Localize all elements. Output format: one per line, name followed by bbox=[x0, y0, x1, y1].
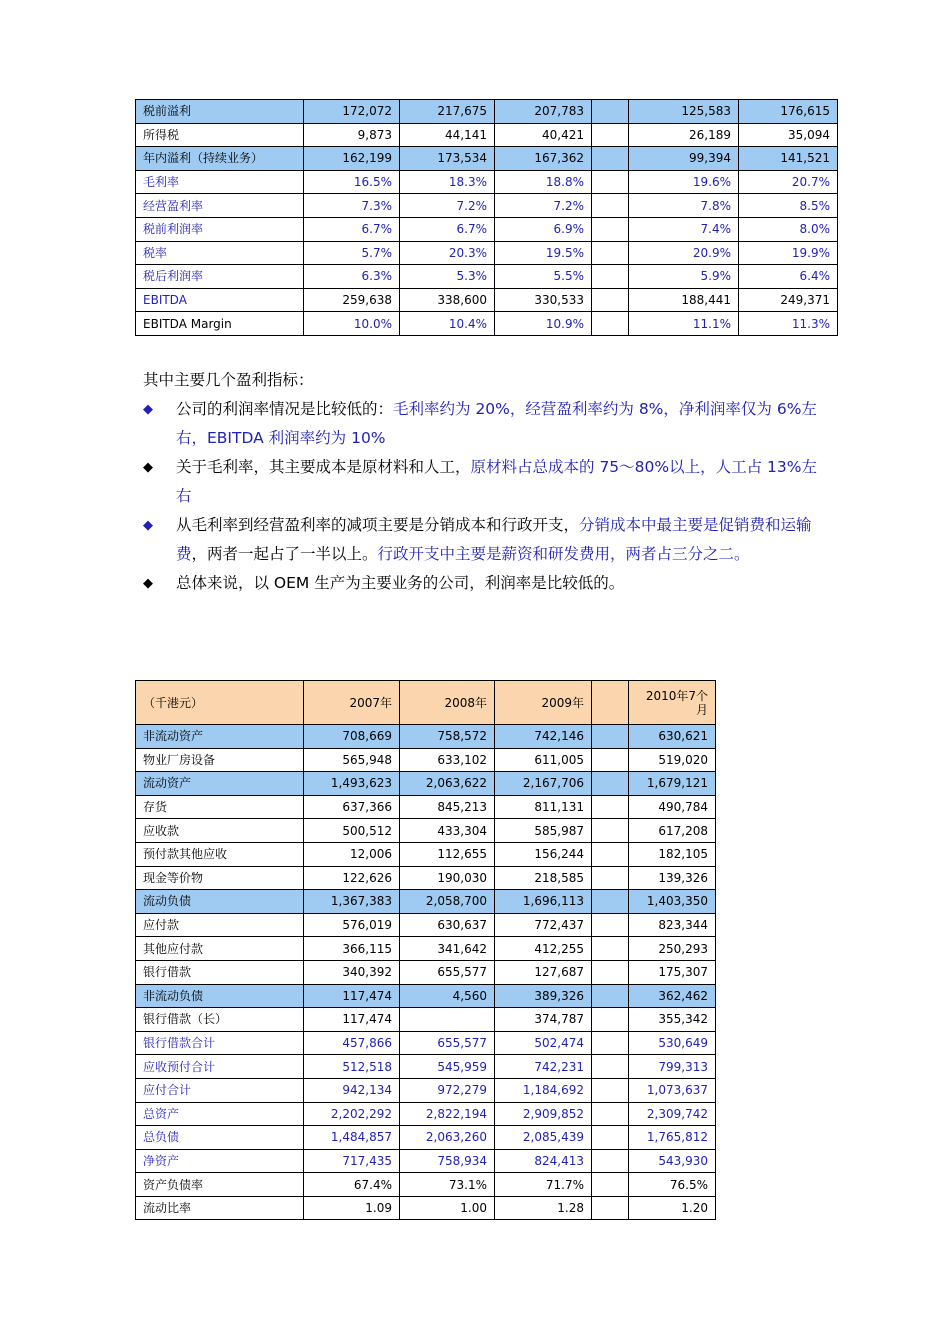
table-cell: 73.1% bbox=[400, 1173, 495, 1197]
table-cell: 18.8% bbox=[495, 170, 592, 194]
table-cell: 18.3% bbox=[400, 170, 495, 194]
table-cell: 16.5% bbox=[304, 170, 400, 194]
table-cell: 19.9% bbox=[739, 241, 838, 265]
row-label: 总负债 bbox=[136, 1126, 304, 1150]
table-cell bbox=[592, 1008, 629, 1032]
table-cell: 2,063,260 bbox=[400, 1126, 495, 1150]
table-cell: 1.00 bbox=[400, 1196, 495, 1220]
table-cell: 76.5% bbox=[629, 1173, 716, 1197]
row-label: 银行借款 bbox=[136, 960, 304, 984]
table-cell: 2,309,742 bbox=[629, 1102, 716, 1126]
table-cell: 162,199 bbox=[304, 147, 400, 171]
row-label: 银行借款（长） bbox=[136, 1008, 304, 1032]
table-row bbox=[136, 819, 716, 843]
table-cell: 20.7% bbox=[739, 170, 838, 194]
table-cell: 1,184,692 bbox=[495, 1078, 592, 1102]
table-row bbox=[136, 1196, 716, 1220]
table-cell: 6.4% bbox=[739, 265, 838, 289]
table-cell bbox=[592, 984, 629, 1008]
table-header-row bbox=[136, 681, 716, 725]
table-cell: 772,437 bbox=[495, 913, 592, 937]
table-cell: 617,208 bbox=[629, 819, 716, 843]
table-cell bbox=[592, 170, 629, 194]
table-row bbox=[136, 960, 716, 984]
table-cell: 175,307 bbox=[629, 960, 716, 984]
table-cell: 340,392 bbox=[304, 960, 400, 984]
table-row bbox=[136, 1173, 716, 1197]
table-cell: 20.9% bbox=[629, 241, 739, 265]
table-row bbox=[136, 1149, 716, 1173]
table-cell bbox=[592, 795, 629, 819]
table-row bbox=[136, 795, 716, 819]
row-label: 银行借款合计 bbox=[136, 1031, 304, 1055]
table-cell: 530,649 bbox=[629, 1031, 716, 1055]
table-cell: 156,244 bbox=[495, 842, 592, 866]
table-cell: 1,367,383 bbox=[304, 890, 400, 914]
row-label: 净资产 bbox=[136, 1149, 304, 1173]
table-cell: 565,948 bbox=[304, 748, 400, 772]
table-row bbox=[136, 842, 716, 866]
table-cell: 502,474 bbox=[495, 1031, 592, 1055]
table-cell: 2,909,852 bbox=[495, 1102, 592, 1126]
table-row bbox=[136, 265, 838, 289]
table-cell: 637,366 bbox=[304, 795, 400, 819]
table-cell: 389,326 bbox=[495, 984, 592, 1008]
table-cell: 6.9% bbox=[495, 217, 592, 241]
row-label: 税率 bbox=[136, 241, 304, 265]
table-cell: 7.8% bbox=[629, 194, 739, 218]
income-metrics-table bbox=[135, 99, 838, 336]
table-cell: 717,435 bbox=[304, 1149, 400, 1173]
table-cell: 708,669 bbox=[304, 725, 400, 749]
table-cell bbox=[592, 194, 629, 218]
table-cell: 6.7% bbox=[400, 217, 495, 241]
row-label: 应收预付合计 bbox=[136, 1055, 304, 1079]
table-cell: 139,326 bbox=[629, 866, 716, 890]
table-cell: 2,058,700 bbox=[400, 890, 495, 914]
row-label: 非流动负债 bbox=[136, 984, 304, 1008]
table-cell: 12,006 bbox=[304, 842, 400, 866]
table-cell: 10.9% bbox=[495, 312, 592, 336]
diamond-bullet-icon: ◆ bbox=[143, 402, 153, 417]
table-cell: 7.3% bbox=[304, 194, 400, 218]
table-cell: 630,621 bbox=[629, 725, 716, 749]
row-label: 流动比率 bbox=[136, 1196, 304, 1220]
row-label: 预付款其他应收 bbox=[136, 842, 304, 866]
table-cell: 799,313 bbox=[629, 1055, 716, 1079]
table-cell: 630,637 bbox=[400, 913, 495, 937]
table-cell: 362,462 bbox=[629, 984, 716, 1008]
column-header: （千港元） bbox=[136, 681, 304, 725]
note-item: ◆ 公司的利润率情况是比较低的：毛利率约为 20%，经营盈利率约为 8%，净利润率仅为 6%左右，EBITDA 利润率约为 10% bbox=[143, 395, 823, 453]
table-row bbox=[136, 772, 716, 796]
table-cell: 4,560 bbox=[400, 984, 495, 1008]
table-cell: 5.9% bbox=[629, 265, 739, 289]
table-cell: 500,512 bbox=[304, 819, 400, 843]
table-cell bbox=[592, 1102, 629, 1126]
table-cell bbox=[592, 217, 629, 241]
table-cell: 250,293 bbox=[629, 937, 716, 961]
table-cell: 190,030 bbox=[400, 866, 495, 890]
table-cell: 99,394 bbox=[629, 147, 739, 171]
note-item: ◆ 总体来说，以 OEM 生产为主要业务的公司，利润率是比较低的。 bbox=[143, 569, 823, 598]
table-cell bbox=[592, 1196, 629, 1220]
table-cell: 182,105 bbox=[629, 842, 716, 866]
table-cell: 355,342 bbox=[629, 1008, 716, 1032]
row-label: 存货 bbox=[136, 795, 304, 819]
table-row bbox=[136, 170, 838, 194]
table-cell bbox=[592, 1031, 629, 1055]
profit-notes bbox=[143, 366, 823, 598]
table-row bbox=[136, 1102, 716, 1126]
table-cell: 172,072 bbox=[304, 100, 400, 124]
row-label: 经营盈利率 bbox=[136, 194, 304, 218]
row-label: 税后利润率 bbox=[136, 265, 304, 289]
table-cell bbox=[592, 725, 629, 749]
table-cell bbox=[592, 819, 629, 843]
table-row bbox=[136, 748, 716, 772]
table-cell: 117,474 bbox=[304, 1008, 400, 1032]
column-header: 2008年 bbox=[400, 681, 495, 725]
table-row bbox=[136, 1078, 716, 1102]
table-cell: 1,765,812 bbox=[629, 1126, 716, 1150]
column-header bbox=[592, 681, 629, 725]
table-cell: 1.28 bbox=[495, 1196, 592, 1220]
table-row bbox=[136, 984, 716, 1008]
table-cell bbox=[592, 288, 629, 312]
table-cell: 412,255 bbox=[495, 937, 592, 961]
table-cell: 20.3% bbox=[400, 241, 495, 265]
table-cell bbox=[592, 100, 629, 124]
table-row bbox=[136, 1008, 716, 1032]
table-cell: 742,146 bbox=[495, 725, 592, 749]
table-cell: 2,167,706 bbox=[495, 772, 592, 796]
table-cell: 6.7% bbox=[304, 217, 400, 241]
table-cell: 125,583 bbox=[629, 100, 739, 124]
table-cell: 173,534 bbox=[400, 147, 495, 171]
row-label: EBITDA bbox=[136, 288, 304, 312]
table-cell: 1,493,623 bbox=[304, 772, 400, 796]
table-cell: 167,362 bbox=[495, 147, 592, 171]
table-cell: 543,930 bbox=[629, 1149, 716, 1173]
table-cell: 67.4% bbox=[304, 1173, 400, 1197]
table-cell: 457,866 bbox=[304, 1031, 400, 1055]
table-cell bbox=[592, 1173, 629, 1197]
table-cell: 40,421 bbox=[495, 123, 592, 147]
table-cell: 519,020 bbox=[629, 748, 716, 772]
table-cell: 545,959 bbox=[400, 1055, 495, 1079]
diamond-bullet-icon: ◆ bbox=[143, 518, 153, 533]
table-cell bbox=[592, 842, 629, 866]
row-label: 应付款 bbox=[136, 913, 304, 937]
table-cell bbox=[592, 1055, 629, 1079]
table-cell: 7.2% bbox=[400, 194, 495, 218]
table-cell: 176,615 bbox=[739, 100, 838, 124]
table-cell: 338,600 bbox=[400, 288, 495, 312]
table-row bbox=[136, 1126, 716, 1150]
column-header: 2007年 bbox=[304, 681, 400, 725]
row-label: 其他应付款 bbox=[136, 937, 304, 961]
table-cell: 9,873 bbox=[304, 123, 400, 147]
table-cell: 742,231 bbox=[495, 1055, 592, 1079]
table-cell: 1,679,121 bbox=[629, 772, 716, 796]
table-cell: 330,533 bbox=[495, 288, 592, 312]
table-cell bbox=[592, 1078, 629, 1102]
table-cell: 2,063,622 bbox=[400, 772, 495, 796]
table-cell: 942,134 bbox=[304, 1078, 400, 1102]
table-cell: 7.2% bbox=[495, 194, 592, 218]
table-cell bbox=[592, 1149, 629, 1173]
column-header: 2009年 bbox=[495, 681, 592, 725]
row-label: 现金等价物 bbox=[136, 866, 304, 890]
table-cell: 11.3% bbox=[739, 312, 838, 336]
table-row bbox=[136, 100, 838, 124]
table-cell: 1,073,637 bbox=[629, 1078, 716, 1102]
table-cell: 585,987 bbox=[495, 819, 592, 843]
row-label: 流动负债 bbox=[136, 890, 304, 914]
table-cell: 576,019 bbox=[304, 913, 400, 937]
table-cell: 824,413 bbox=[495, 1149, 592, 1173]
table-cell: 188,441 bbox=[629, 288, 739, 312]
table-row bbox=[136, 288, 838, 312]
diamond-bullet-icon: ◆ bbox=[143, 460, 153, 475]
row-label: 应收款 bbox=[136, 819, 304, 843]
table-cell: 655,577 bbox=[400, 960, 495, 984]
table-cell: 249,371 bbox=[739, 288, 838, 312]
row-label: 所得税 bbox=[136, 123, 304, 147]
row-label: 毛利率 bbox=[136, 170, 304, 194]
table-cell: 1,484,857 bbox=[304, 1126, 400, 1150]
table-cell: 44,141 bbox=[400, 123, 495, 147]
table-cell: 5.3% bbox=[400, 265, 495, 289]
table-cell: 5.5% bbox=[495, 265, 592, 289]
row-label: 税前利润率 bbox=[136, 217, 304, 241]
table-cell: 2,085,439 bbox=[495, 1126, 592, 1150]
table-cell: 758,934 bbox=[400, 1149, 495, 1173]
table-cell: 35,094 bbox=[739, 123, 838, 147]
table-cell: 10.4% bbox=[400, 312, 495, 336]
table-cell bbox=[592, 937, 629, 961]
notes-intro: 其中主要几个盈利指标： bbox=[143, 371, 314, 389]
table-cell: 1.20 bbox=[629, 1196, 716, 1220]
table-cell: 19.6% bbox=[629, 170, 739, 194]
table-cell: 112,655 bbox=[400, 842, 495, 866]
table-row bbox=[136, 937, 716, 961]
table-cell: 117,474 bbox=[304, 984, 400, 1008]
table-cell: 611,005 bbox=[495, 748, 592, 772]
table-cell bbox=[592, 866, 629, 890]
table-row bbox=[136, 913, 716, 937]
table-cell: 1.09 bbox=[304, 1196, 400, 1220]
row-label: 应付合计 bbox=[136, 1078, 304, 1102]
diamond-bullet-icon: ◆ bbox=[143, 576, 153, 591]
table-row bbox=[136, 194, 838, 218]
table-cell: 1,403,350 bbox=[629, 890, 716, 914]
table-cell: 823,344 bbox=[629, 913, 716, 937]
table-cell: 341,642 bbox=[400, 937, 495, 961]
table-row bbox=[136, 1055, 716, 1079]
table-cell: 366,115 bbox=[304, 937, 400, 961]
table-cell bbox=[592, 241, 629, 265]
row-label: 总资产 bbox=[136, 1102, 304, 1126]
table-cell: 141,521 bbox=[739, 147, 838, 171]
table-cell bbox=[592, 748, 629, 772]
note-item: ◆ 关于毛利率，其主要成本是原材料和人工，原材料占总成本的 75～80%以上，人工占 13%左右 bbox=[143, 453, 823, 511]
row-label: 税前溢利 bbox=[136, 100, 304, 124]
row-label: 流动资产 bbox=[136, 772, 304, 796]
table-cell bbox=[400, 1008, 495, 1032]
table-cell: 207,783 bbox=[495, 100, 592, 124]
table-cell: 11.1% bbox=[629, 312, 739, 336]
table-cell: 122,626 bbox=[304, 866, 400, 890]
table-cell: 259,638 bbox=[304, 288, 400, 312]
row-label: 物业厂房设备 bbox=[136, 748, 304, 772]
table-cell: 217,675 bbox=[400, 100, 495, 124]
row-label: EBITDA Margin bbox=[136, 312, 304, 336]
table-row bbox=[136, 217, 838, 241]
table-cell bbox=[592, 147, 629, 171]
table-row bbox=[136, 890, 716, 914]
table-cell: 7.4% bbox=[629, 217, 739, 241]
table-cell: 490,784 bbox=[629, 795, 716, 819]
row-label: 资产负债率 bbox=[136, 1173, 304, 1197]
table-cell bbox=[592, 890, 629, 914]
table-cell: 71.7% bbox=[495, 1173, 592, 1197]
table-cell bbox=[592, 265, 629, 289]
table-row bbox=[136, 147, 838, 171]
table-cell bbox=[592, 772, 629, 796]
table-cell: 26,189 bbox=[629, 123, 739, 147]
table-cell: 8.5% bbox=[739, 194, 838, 218]
balance-sheet-table bbox=[135, 680, 716, 1220]
table-row bbox=[136, 312, 838, 336]
table-row bbox=[136, 1031, 716, 1055]
table-row bbox=[136, 241, 838, 265]
table-cell: 6.3% bbox=[304, 265, 400, 289]
table-row bbox=[136, 123, 838, 147]
row-label: 年内溢利（持续业务） bbox=[136, 147, 304, 171]
table-cell bbox=[592, 1126, 629, 1150]
table-cell: 2,822,194 bbox=[400, 1102, 495, 1126]
table-cell: 8.0% bbox=[739, 217, 838, 241]
table-row bbox=[136, 725, 716, 749]
table-cell: 10.0% bbox=[304, 312, 400, 336]
table-cell: 19.5% bbox=[495, 241, 592, 265]
table-cell: 512,518 bbox=[304, 1055, 400, 1079]
table-cell bbox=[592, 312, 629, 336]
table-cell: 758,572 bbox=[400, 725, 495, 749]
table-cell: 811,131 bbox=[495, 795, 592, 819]
table-cell: 218,585 bbox=[495, 866, 592, 890]
table-cell bbox=[592, 960, 629, 984]
table-cell: 374,787 bbox=[495, 1008, 592, 1032]
table-cell bbox=[592, 123, 629, 147]
table-cell: 972,279 bbox=[400, 1078, 495, 1102]
table-cell: 433,304 bbox=[400, 819, 495, 843]
table-row bbox=[136, 866, 716, 890]
table-cell: 655,577 bbox=[400, 1031, 495, 1055]
table-cell: 127,687 bbox=[495, 960, 592, 984]
table-cell: 2,202,292 bbox=[304, 1102, 400, 1126]
row-label: 非流动资产 bbox=[136, 725, 304, 749]
note-item: ◆ 从毛利率到经营盈利率的减项主要是分销成本和行政开支，分销成本中最主要是促销费和运输费，两者一起占了一半以上。行政开支中主要是薪资和研发费用，两者占三分之二。 bbox=[143, 511, 823, 569]
column-header: 2010年7个月 bbox=[629, 681, 716, 725]
table-cell: 1,696,113 bbox=[495, 890, 592, 914]
table-cell bbox=[592, 913, 629, 937]
table-cell: 845,213 bbox=[400, 795, 495, 819]
table-cell: 5.7% bbox=[304, 241, 400, 265]
table-cell: 633,102 bbox=[400, 748, 495, 772]
